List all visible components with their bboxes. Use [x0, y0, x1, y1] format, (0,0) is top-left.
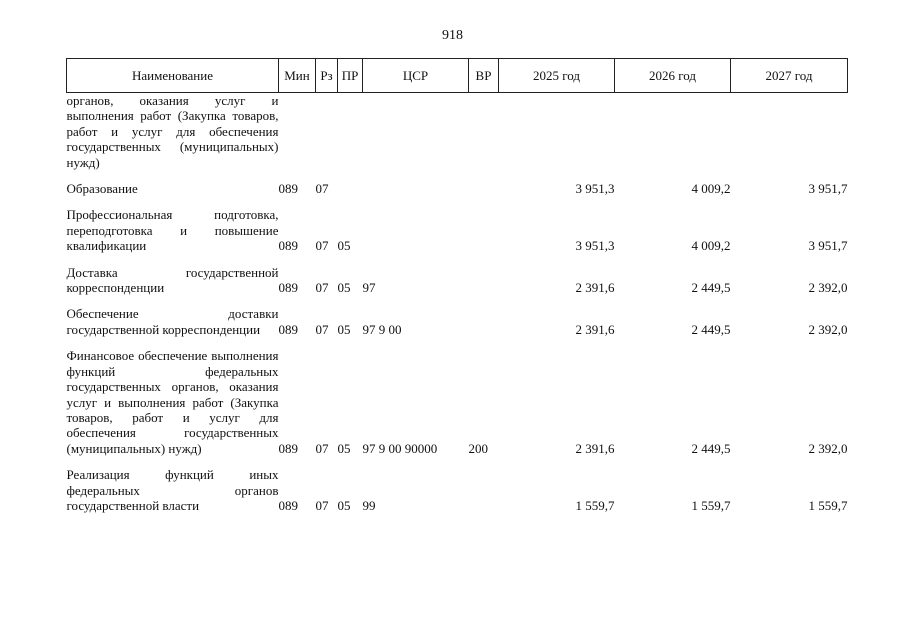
header-2025: 2025 год — [499, 59, 615, 93]
row-2025: 2 391,6 — [575, 280, 615, 296]
row-vr — [469, 93, 499, 171]
row-2025 — [499, 93, 615, 171]
row-min: 089 — [278, 497, 298, 513]
header-2027: 2027 год — [731, 59, 848, 93]
row-pr: 05 — [337, 280, 351, 296]
row-csr — [363, 93, 469, 171]
table-row — [67, 207, 848, 253]
row-spacer — [67, 295, 848, 306]
row-vr — [469, 265, 499, 296]
row-name: Финансовое обеспечение выполнения функций федеральных государственных органов, оказания услуг и выполнения работ (Закупка товаров, работ и услуг для обеспечения государственных (муниципальных) нужд) — [66, 348, 279, 456]
row-spacer — [67, 254, 848, 265]
row-spacer — [67, 196, 848, 207]
row-min — [279, 93, 316, 171]
table-body — [67, 93, 848, 514]
row-min: 089 — [278, 238, 298, 254]
row-2026: 1 559,7 — [691, 497, 731, 513]
table-row — [67, 265, 848, 296]
row-name: органов, оказания услуг и выполнения работ (Закупка товаров, работ и услуг для обеспечения государственных (муниципальных) нужд) — [66, 93, 279, 170]
table-row — [67, 348, 848, 456]
row-2027: 3 951,7 — [808, 181, 848, 197]
row-pr — [338, 181, 363, 196]
row-2025: 2 391,6 — [575, 321, 615, 337]
row-rz: 07 — [315, 497, 329, 513]
row-min: 089 — [278, 440, 298, 456]
row-2027: 2 392,0 — [808, 321, 848, 337]
header-pr: ПР — [338, 59, 363, 93]
row-2025: 2 391,6 — [575, 440, 615, 456]
row-2026: 2 449,5 — [691, 321, 731, 337]
row-vr — [469, 467, 499, 513]
row-vr — [469, 181, 499, 196]
row-2025: 3 951,3 — [575, 181, 615, 197]
row-min: 089 — [278, 181, 298, 197]
row-spacer — [67, 456, 848, 467]
row-csr — [363, 181, 469, 196]
row-csr: 97 9 00 90000 — [362, 440, 438, 456]
row-name: Обеспечение доставки государственной корреспонденции — [66, 306, 279, 337]
header-2026: 2026 год — [615, 59, 731, 93]
row-csr: 97 — [362, 280, 376, 296]
budget-table — [66, 58, 848, 513]
row-spacer — [67, 170, 848, 181]
row-min: 089 — [278, 280, 298, 296]
row-2026: 4 009,2 — [691, 238, 731, 254]
header-rz: Рз — [316, 59, 338, 93]
row-name: Доставка государственной корреспонденции — [66, 264, 279, 296]
row-pr: 05 — [337, 238, 351, 254]
header-min: Мин — [279, 59, 316, 93]
row-csr: 97 9 00 — [362, 321, 402, 337]
row-pr: 05 — [337, 497, 351, 513]
header-name: Наименование — [67, 59, 279, 93]
row-pr: 05 — [337, 440, 351, 456]
row-csr — [363, 207, 469, 253]
row-min: 089 — [278, 321, 298, 337]
header-vr: ВР — [469, 59, 499, 93]
row-pr: 05 — [337, 321, 351, 337]
row-vr: 200 — [468, 440, 488, 456]
row-rz: 07 — [315, 280, 329, 296]
row-name: Реализация функций иных федеральных органов государственной власти — [66, 467, 279, 513]
row-2027: 1 559,7 — [808, 497, 848, 513]
row-csr: 99 — [362, 497, 376, 513]
table-header — [67, 59, 848, 93]
row-2025: 1 559,7 — [575, 497, 615, 513]
row-spacer — [67, 337, 848, 348]
row-2026: 2 449,5 — [691, 280, 731, 296]
row-2027: 2 392,0 — [808, 440, 848, 456]
table-row — [67, 181, 848, 196]
table-row — [67, 306, 848, 337]
page-number: 918 — [442, 28, 463, 43]
row-rz — [316, 93, 338, 171]
table-row — [67, 467, 848, 513]
row-vr — [469, 207, 499, 253]
row-2026: 4 009,2 — [691, 181, 731, 197]
row-2026: 2 449,5 — [691, 440, 731, 456]
row-name: Образование — [66, 181, 138, 197]
row-pr — [338, 93, 363, 171]
row-rz: 07 — [315, 321, 329, 337]
table-row — [67, 93, 848, 171]
row-name: Профессиональная подготовка, переподготовка и повышение квалификации — [66, 207, 279, 254]
row-rz: 07 — [315, 238, 329, 254]
row-2027 — [731, 93, 848, 171]
row-rz: 07 — [315, 181, 329, 197]
row-2026 — [615, 93, 731, 171]
row-2027: 3 951,7 — [808, 238, 848, 254]
row-2027: 2 392,0 — [808, 280, 848, 296]
row-rz: 07 — [315, 440, 329, 456]
row-vr — [469, 306, 499, 337]
row-2025: 3 951,3 — [575, 238, 615, 254]
header-csr: ЦСР — [363, 59, 469, 93]
